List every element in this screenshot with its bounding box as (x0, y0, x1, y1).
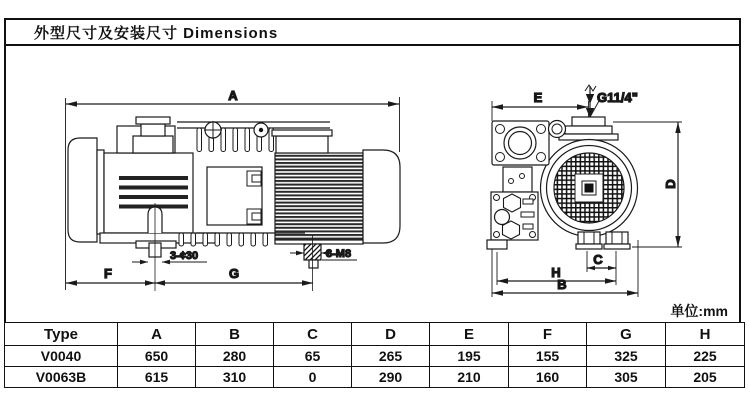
table-row (5, 367, 745, 388)
table-cell: 290 (352, 367, 430, 388)
table-header-cell: C (274, 323, 352, 346)
table-cell: 310 (196, 367, 274, 388)
table-cell: 650 (118, 346, 196, 367)
table-cell: 155 (509, 346, 587, 367)
dim-label-c: C (593, 252, 603, 267)
table-row (5, 346, 745, 367)
dim-label-f: F (104, 266, 112, 281)
dim-label-a: A (228, 88, 238, 103)
dim-label-e: E (533, 90, 543, 105)
port-size-label: G11/4" (597, 90, 638, 105)
table-header-cell: E (430, 323, 509, 346)
side-view-drawing (66, 88, 401, 291)
dim-label-d: D (663, 179, 678, 189)
table-header-row (5, 323, 745, 346)
table-cell: 280 (196, 346, 274, 367)
table-cell: 265 (352, 346, 430, 367)
table-header-cell: F (509, 323, 587, 346)
table-header-cell: H (666, 323, 745, 346)
table-cell: 0 (274, 367, 352, 388)
thread-annotation: 3-M8 (326, 248, 352, 260)
dimensions-table (4, 322, 745, 388)
table-cell: 195 (430, 346, 509, 367)
table-header-cell: A (118, 323, 196, 346)
table-header-cell: G (587, 323, 666, 346)
table-cell: 205 (666, 367, 745, 388)
table-cell-type: V0063B (5, 367, 118, 388)
technical-drawing (4, 44, 744, 322)
table-cell: 210 (430, 367, 509, 388)
dim-label-h: H (551, 265, 561, 280)
table-cell: 225 (666, 346, 745, 367)
table-header-cell: B (196, 323, 274, 346)
dim-label-g: G (228, 266, 240, 281)
table-cell: 615 (118, 367, 196, 388)
table-header-cell: Type (5, 323, 118, 346)
dim-label-b: B (557, 277, 567, 292)
unit-label: 单位:mm (670, 303, 728, 319)
page-title: 外型尺寸及安装尺寸 Dimensions (34, 24, 279, 42)
title-bar (6, 20, 739, 46)
table-header-cell: D (352, 323, 430, 346)
end-view-drawing (487, 85, 682, 297)
table-cell: 325 (587, 346, 666, 367)
table-cell: 305 (587, 367, 666, 388)
table-cell: 160 (509, 367, 587, 388)
table-cell: 65 (274, 346, 352, 367)
holes-annotation: 3-¢30 (170, 250, 199, 262)
table-cell-type: V0040 (5, 346, 118, 367)
